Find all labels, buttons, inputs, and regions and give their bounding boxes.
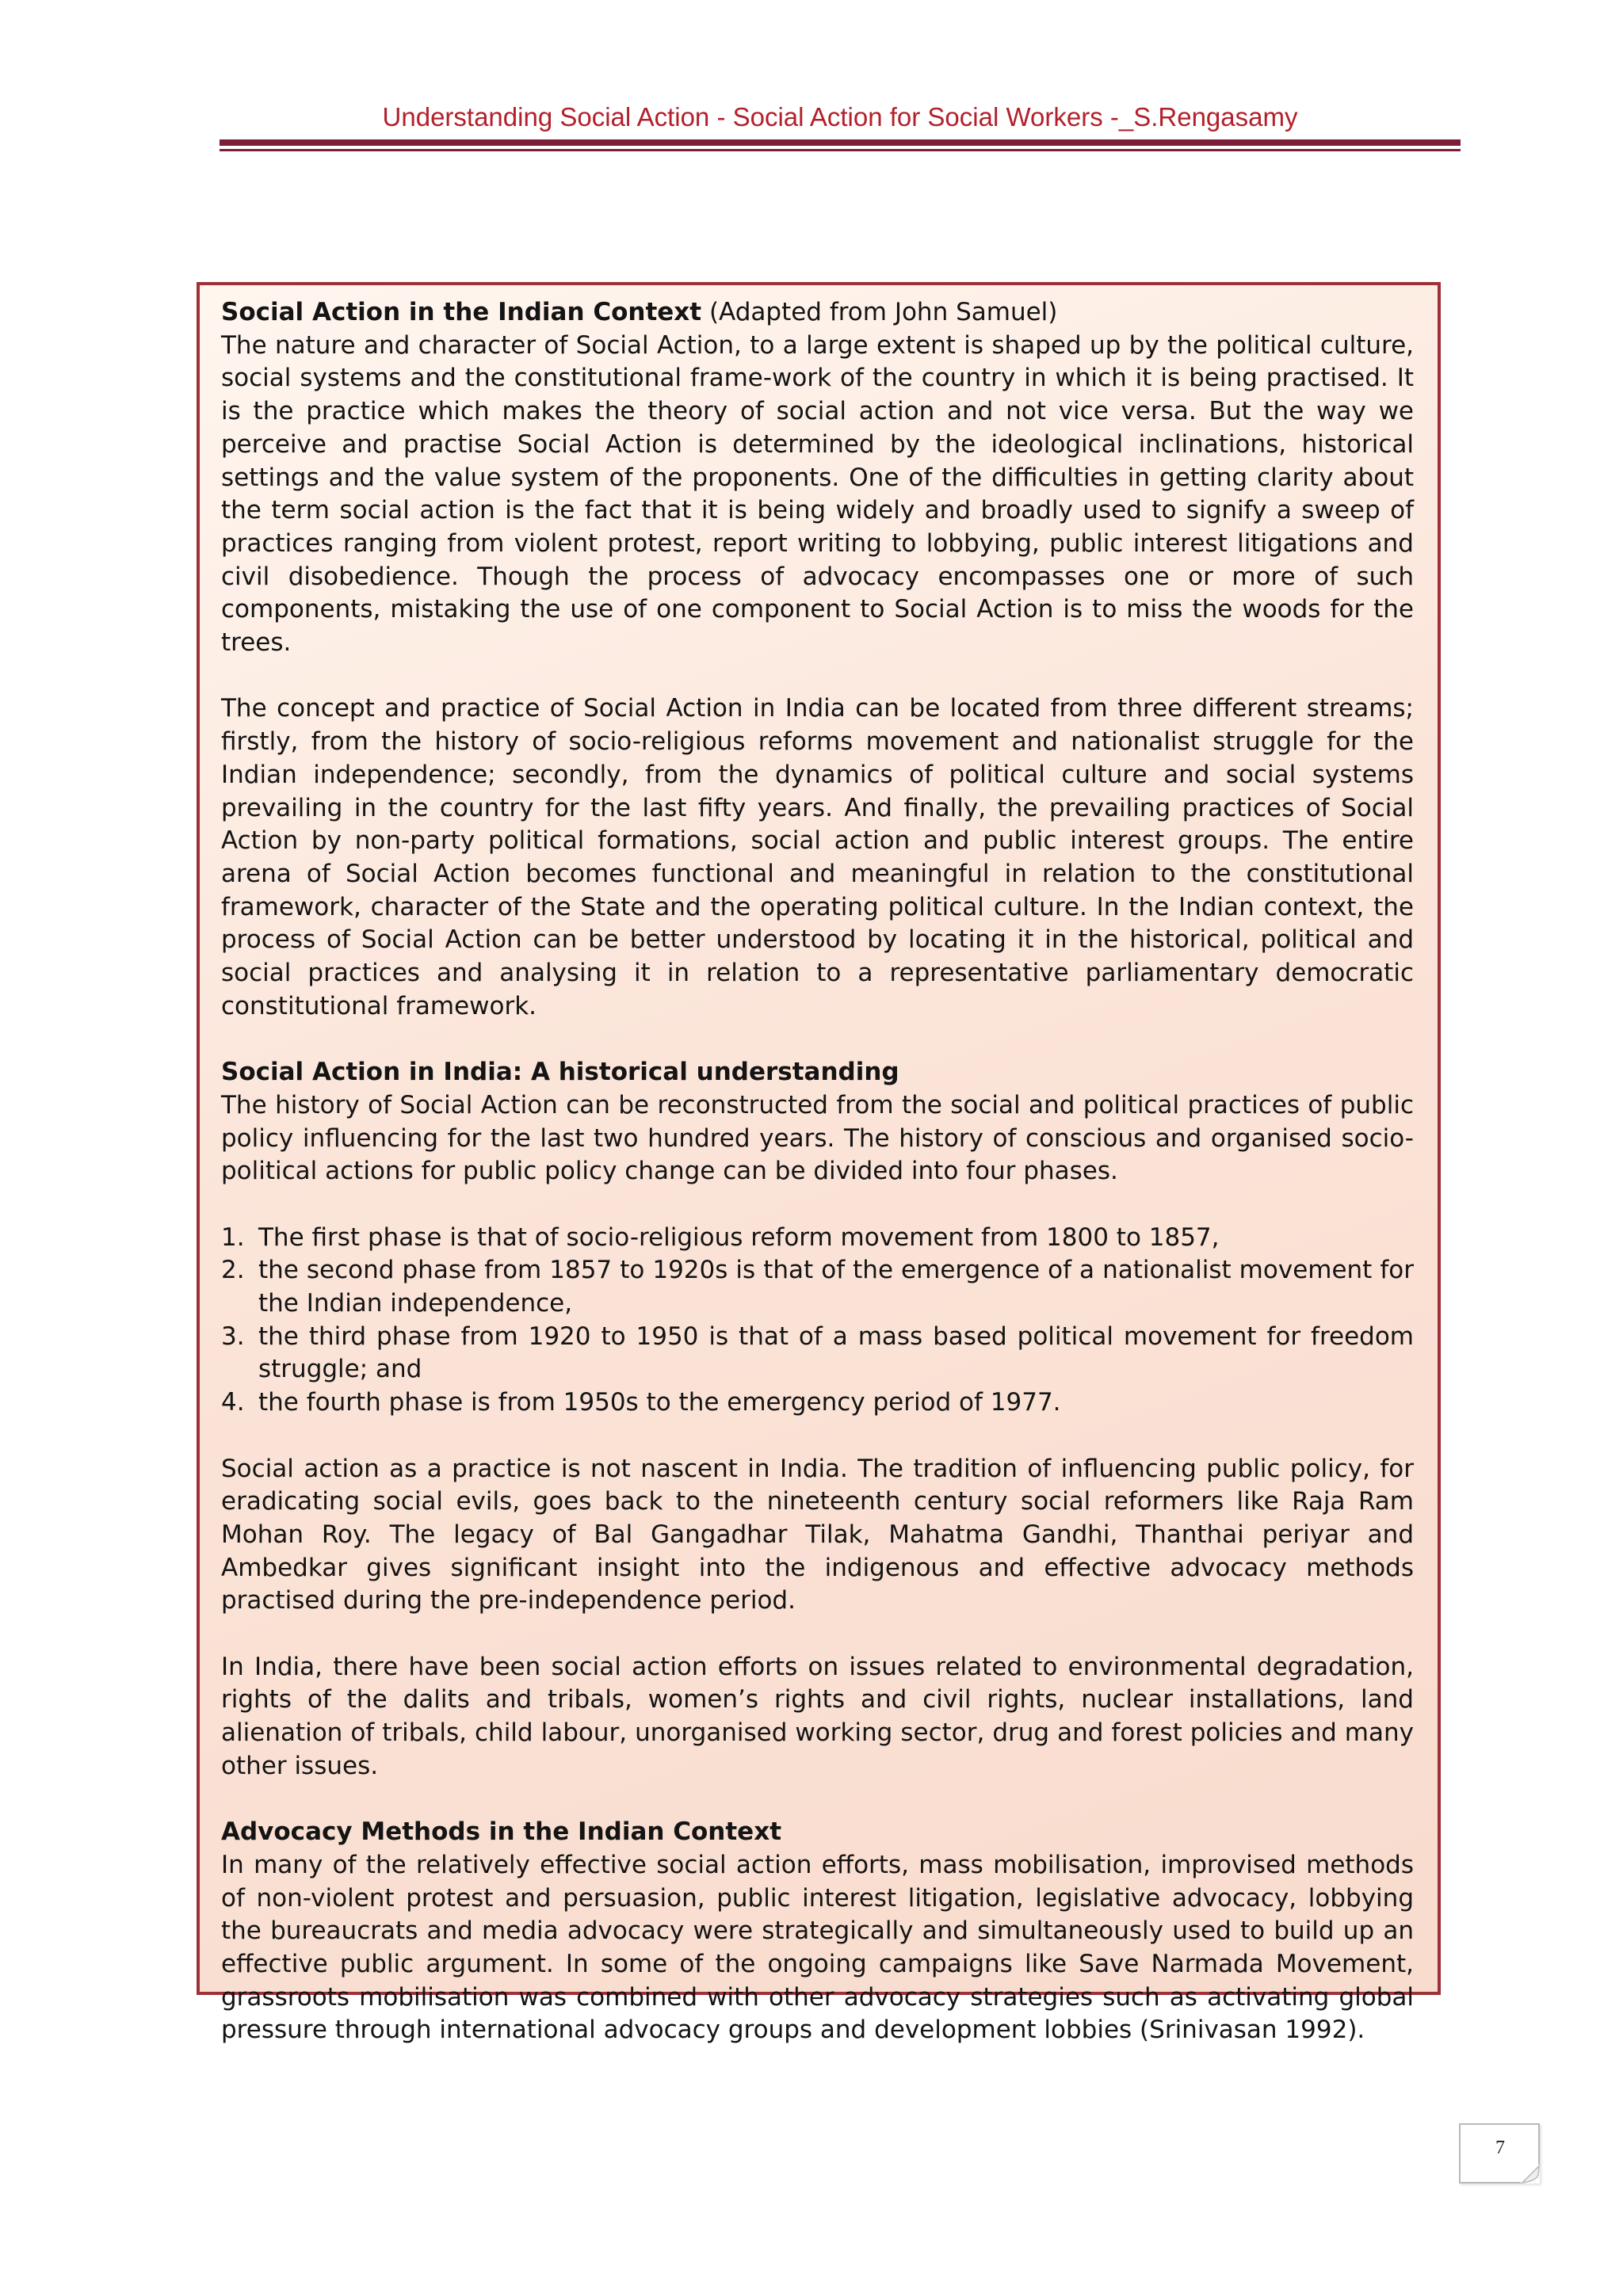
phases-list xyxy=(221,1222,1414,1420)
section-heading-advocacy-methods: Advocacy Methods in the Indian Context xyxy=(221,1817,782,1847)
page-header: Understanding Social Action - Social Action for Social Workers -_S.Rengasamy xyxy=(382,102,1298,132)
list-item-number: 3. xyxy=(221,1322,245,1351)
page-curl-icon xyxy=(1521,2164,1540,2183)
list-item-number: 4. xyxy=(221,1388,245,1417)
section-heading-historical-understanding: Social Action in India: A historical understanding xyxy=(221,1058,899,1087)
content-box xyxy=(197,282,1441,2045)
paragraph-history-intro: The history of Social Action can be reconstructed from the social and political practices of public policy influencing for the last two hundred years. The history of conscious and organised socio-political actions for public policy change can be divided into four phases. xyxy=(221,1090,1414,1186)
page-number: 7 xyxy=(1495,2138,1505,2158)
header-rule-thin xyxy=(220,149,1461,151)
heading-text: Social Action in the Indian Context xyxy=(221,298,702,326)
list-item xyxy=(221,1254,1414,1320)
page-number-box xyxy=(1459,2123,1540,2183)
section-heading-indian-context xyxy=(221,296,1414,330)
list-item-number: 1. xyxy=(221,1222,245,1252)
paragraph-advocacy-methods: In many of the relatively effective social action efforts, mass mobilisation, improvised methods of non-violent protest and persuasion, public interest litigation, legislative advocacy, lobbying the bureaucrats and media advocacy were strategically and simultaneously used to build up an effective public argument. In some of the ongoing campaigns like Save Narmada Movement, grassroots mobilisation was combined with other advocacy strategies such as activating global pressure through international advocacy groups and development lobbies (Srinivasan 1992). xyxy=(221,1850,1414,2045)
paragraph-issues: In India, there have been social action efforts on issues related to environmental degradation, rights of the dalits and tribals, women’s rights and civil rights, nuclear installations, land alienation of tribals, child labour, unorganised working sector, drug and forest policies and many other issues. xyxy=(221,1652,1414,1780)
list-item xyxy=(221,1321,1414,1386)
list-item-text: the third phase from 1920 to 1950 is that of a mass based political movement for freedom struggle; and xyxy=(258,1322,1414,1384)
paragraph-concept-and-practice: The concept and practice of Social Action in India can be located from three different streams; firstly, from the history of socio-religious reforms movement and nationalist struggle for the Indian independence; secondly, from the dynamics of political culture and social systems prevailing in the country for the last fifty years. And finally, the prevailing practices of Social Action by non-party political formations, social action and public interest groups. The entire arena of Social Action becomes functional and meaningful in relation to the constitutional framework, character of the State and the operating political culture. In the Indian context, the process of Social Action can be better understood by locating it in the historical, political and social practices and analysing it in relation to a representative parliamentary democratic constitutional framework. xyxy=(221,694,1414,1020)
heading-note: (Adapted from John Samuel) xyxy=(701,298,1058,326)
header-rule-thick xyxy=(220,139,1461,146)
list-item-number: 2. xyxy=(221,1256,245,1285)
paragraph-tradition: Social action as a practice is not nascent in India. The tradition of influencing public policy, for eradicating social evils, goes back to the nineteenth century social reformers like Raja Ram Mohan Roy. The legacy of Bal Gangadhar Tilak, Mahatma Gandhi, Thanthai periyar and Ambedkar gives significant insight into the indigenous and effective advocacy methods practised during the pre-independence period. xyxy=(221,1454,1414,1615)
list-item-text: the second phase from 1857 to 1920s is that of the emergence of a nationalist movement for the Indian independence, xyxy=(258,1256,1414,1318)
paragraph-nature-of-social-action: The nature and character of Social Action, to a large extent is shaped up by the political culture, social systems and the constitutional frame-work of the country in which it is being practised. It is the practice which makes the theory of social action and not vice versa. But the way we perceive and practise Social Action is determined by the ideological inclinations, historical settings and the value system of the proponents. One of the difficulties in getting clarity about the term social action is the fact that it is being widely and broadly used to signify a sweep of practices ranging from violent protest, report writing to lobbying, public interest litigations and civil disobedience. Though the process of advocacy encompasses one or more of such components, mistaking the use of one component to Social Action is to miss the woods for the trees. xyxy=(221,330,1414,658)
list-item xyxy=(221,1386,1414,1420)
list-item xyxy=(221,1222,1414,1255)
list-item-text: The first phase is that of socio-religious reform movement from 1800 to 1857, xyxy=(258,1222,1220,1252)
list-item-text: the fourth phase is from 1950s to the emergency period of 1977. xyxy=(258,1388,1061,1417)
